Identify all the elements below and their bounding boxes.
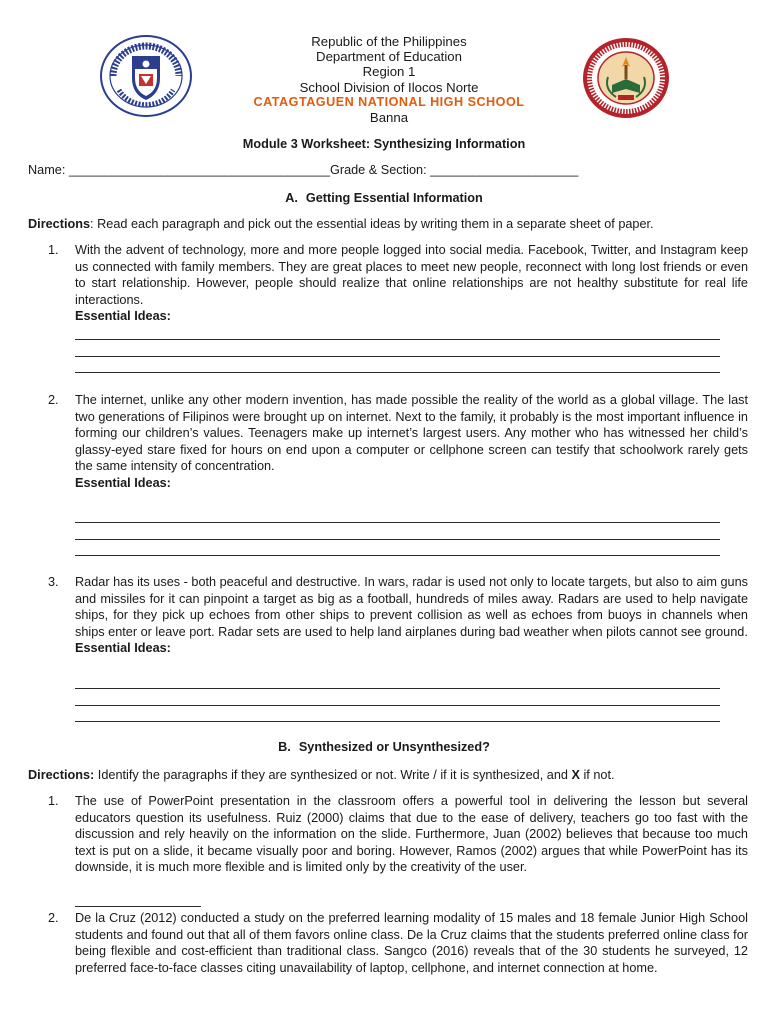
- item-paragraph: Radar has its uses - both peaceful and destructive. In wars, radar is used not only to locate targets, but also to aim guns and missiles for it can pinpoint a target as big as a football, hundreds of miles away. Radars are used to help navigate ships, for they pick up echoes from other ships to prevent collision as well as echoes from buoys in channels when ships enter or leave port. Radar sets are used to help land airplanes during bad weather when pilots cannot see ground.: [75, 575, 748, 639]
- header-division: School Division of Ilocos Norte: [299, 79, 479, 95]
- item-paragraph: The internet, unlike any other modern invention, has made possible the reality of the world as a global village. The last two generations of Filipinos were brought up on internet. Next to the family, it probably is the most important influence in forming our children’s values. Teenagers make up internet’s largest users. Any mother who has witnessed her child’s glassy-eyed stare fixed for hours on end upon a computer or cellphone screen can testify that schoolwork rarely gets the same intensity of concentration.: [75, 393, 748, 474]
- essential-ideas-label: Essential Ideas:: [75, 475, 171, 490]
- directions-x-mark: X: [571, 768, 580, 782]
- directions-end: if not.: [579, 768, 615, 782]
- answer-line: [75, 356, 720, 357]
- worksheet-title: Module 3 Worksheet: Synthesizing Information: [242, 137, 526, 151]
- item-number: 1.: [48, 243, 59, 257]
- essential-ideas-label: Essential Ideas:: [75, 641, 171, 656]
- section-b-letter: B.: [278, 740, 291, 754]
- answer-blank: [75, 906, 201, 907]
- header-department: Department of Education: [316, 49, 462, 65]
- header-town: Banna: [369, 110, 409, 126]
- section-b-heading: [0, 740, 768, 754]
- section-a-heading: [0, 191, 768, 205]
- section-a-letter: A.: [285, 191, 298, 205]
- section-a-directions: [28, 216, 748, 233]
- school-header: [200, 34, 578, 125]
- deped-seal-logo: [99, 34, 193, 118]
- answer-line: [75, 555, 720, 556]
- answer-line: [75, 705, 720, 706]
- directions-text: Identify the paragraphs if they are synthesized or not. Write / if it is synthesized, and: [94, 768, 572, 782]
- section-b-directions: [28, 767, 748, 784]
- answer-line: [75, 688, 720, 689]
- directions-label: Directions:: [28, 768, 95, 782]
- item-paragraph: The use of PowerPoint presentation in the classroom offers a powerful tool in delivering the lesson but several educators question its usefulness. Ruiz (2000) claims that due to the ease of delivery, teachers go too fast with the discussion and rely heavily on the information on the slide. Furthermore, Juan (2002) believes that because too much text is put on a slide, it became visually poor and boring. However, Ramos (2002) argues that while PowerPoint has its downside, it is much more flexible and is limited only by the creativity of the user.: [75, 794, 748, 875]
- name-grade-section-line: Name: _____________________________________Grade & Section: _____________________: [28, 163, 579, 177]
- header-republic: Republic of the Philippines: [311, 34, 467, 49]
- essential-ideas-label: Essential Ideas:: [75, 309, 171, 324]
- item-number: 2.: [48, 911, 59, 925]
- answer-line: [75, 721, 720, 722]
- header-school-name: CATAGTAGUEN NATIONAL HIGH SCHOOL: [253, 94, 525, 109]
- answer-line: [75, 522, 720, 523]
- section-b-title: Synthesized or Unsynthesized?: [298, 740, 490, 754]
- answer-line: [75, 372, 720, 373]
- section-a-title: Getting Essential Information: [305, 191, 483, 205]
- directions-label: Directions: [28, 217, 91, 231]
- header-region: Region 1: [362, 64, 416, 80]
- answer-line: [75, 539, 720, 540]
- directions-text: : Read each paragraph and pick out the essential ideas by writing them in a separate sheet of paper.: [90, 217, 654, 231]
- school-seal-logo: [582, 37, 670, 119]
- item-number: 3.: [48, 575, 59, 589]
- item-number: 2.: [48, 393, 59, 407]
- answer-line: [75, 339, 720, 340]
- item-paragraph: De la Cruz (2012) conducted a study on the preferred learning modality of 15 males and 18 female Junior High School students and found out that all of them favors online class. De la Cruz claims that the students preferred online class for being flexible and cost-efficient than traditional class. Sangco (2016) reveals that of the 30 students he surveyed, 12 preferred face-to-face classes citing unavailability of laptop, cellphone, and internet connection at home.: [75, 911, 748, 975]
- item-number: 1.: [48, 794, 59, 808]
- item-paragraph: With the advent of technology, more and more people logged into social media. Facebook, Twitter, and Instagram keep us connected with family members. They are great places to meet new people, reconnect with long lost friends or even to start relationship. However, people should realize that online relationships are not healthy substitute for real life interactions.: [75, 243, 748, 307]
